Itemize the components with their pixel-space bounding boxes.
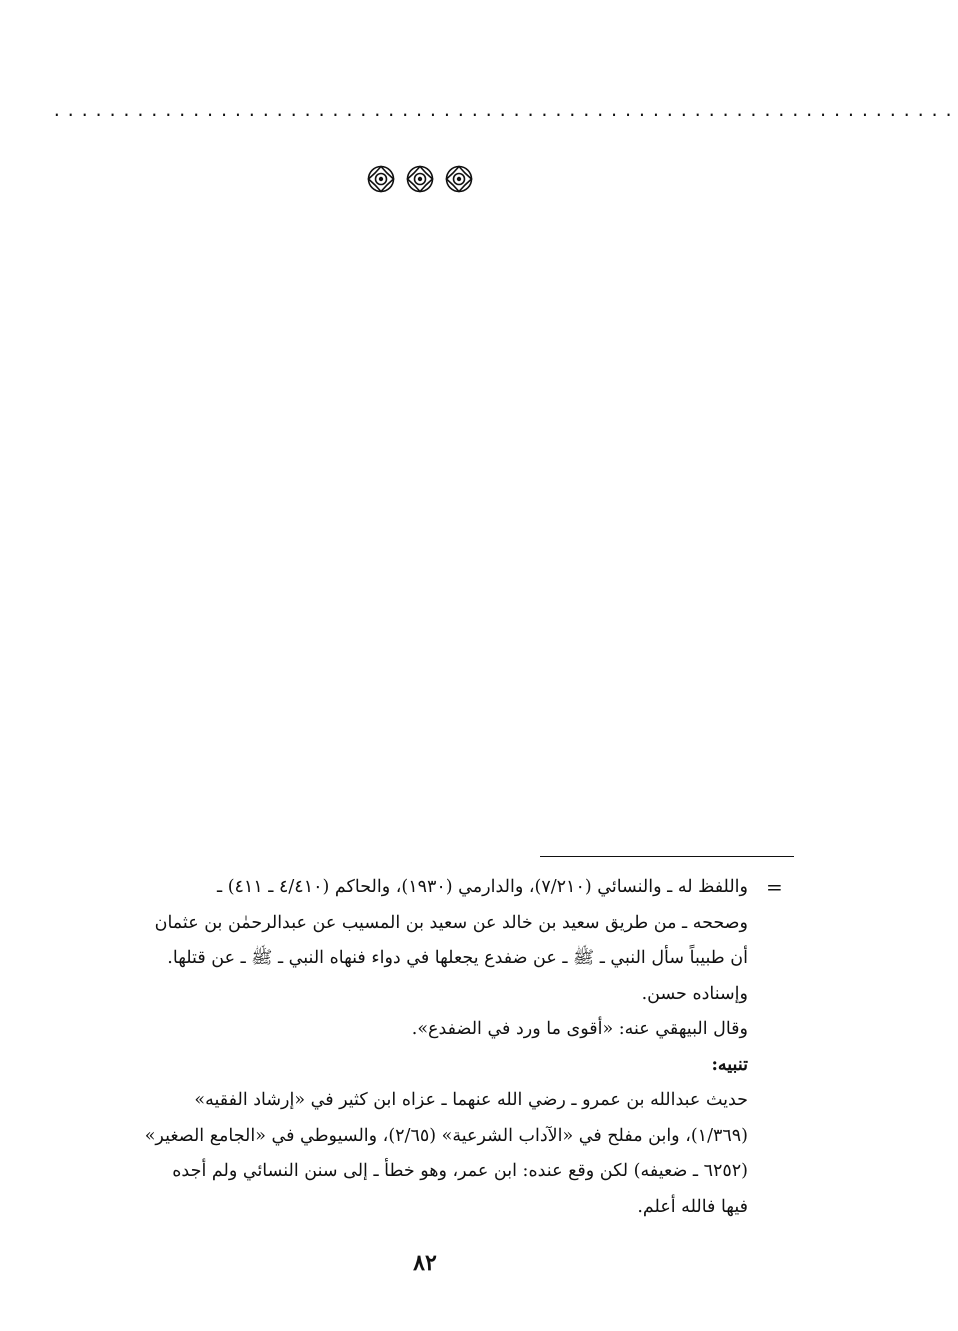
footnote-line: واللفظ له ـ والنسائي (٧/٢١٠)، والدارمي (١٩٣٠)، والحاكم (٤/٤١٠ ـ ٤١١) ـ: [217, 877, 748, 897]
footnote-heading: تنبيه:: [711, 1054, 748, 1075]
footnote-continuation-mark: =: [766, 875, 783, 899]
footnote-separator: [540, 856, 794, 857]
rosette-ornament-icon: [366, 164, 396, 194]
footnote-text: [52, 870, 748, 1225]
footnote-line: أن طبيباً سأل النبي ـ ﷺ ـ عن ضفدع يجعلها في دواء فنهاه النبي ـ ﷺ ـ عن قتلها.: [167, 948, 748, 968]
footnote-line: (٦٢٥٢ ـ ضعيفه) لكن وقع عنده: ابن عمر، وهو خطأ ـ إلى سنن النسائي ولم أجده: [172, 1161, 748, 1181]
footnote-line: فيها فالله أعلم.: [637, 1196, 748, 1217]
ornament-group: [366, 164, 474, 194]
rosette-ornament-icon: [444, 164, 474, 194]
dotted-separator: .................................................................: [52, 101, 958, 120]
footnote-line: وصححه ـ من طريق سعيد بن خالد عن سعيد بن المسيب عن عبدالرحمٰن بن عثمان: [154, 912, 748, 933]
footnote-line: وإسناده حسن.: [641, 983, 748, 1004]
footnote-line: حديث عبدالله بن عمرو ـ رضي الله عنهما ـ عزاه ابن كثير في «إرشاد الفقيه»: [194, 1090, 748, 1110]
rosette-ornament-icon: [405, 164, 435, 194]
footnote-line: (١/٣٦٩)، وابن مفلح في «الآداب الشرعية» (٢/٦٥)، والسيوطي في «الجامع الصغير»: [144, 1125, 748, 1146]
footnote-line: وقال البيهقي عنه: «أقوى ما ورد في الضفدع».: [411, 1019, 748, 1039]
page-number: ٨٢: [413, 1250, 437, 1276]
